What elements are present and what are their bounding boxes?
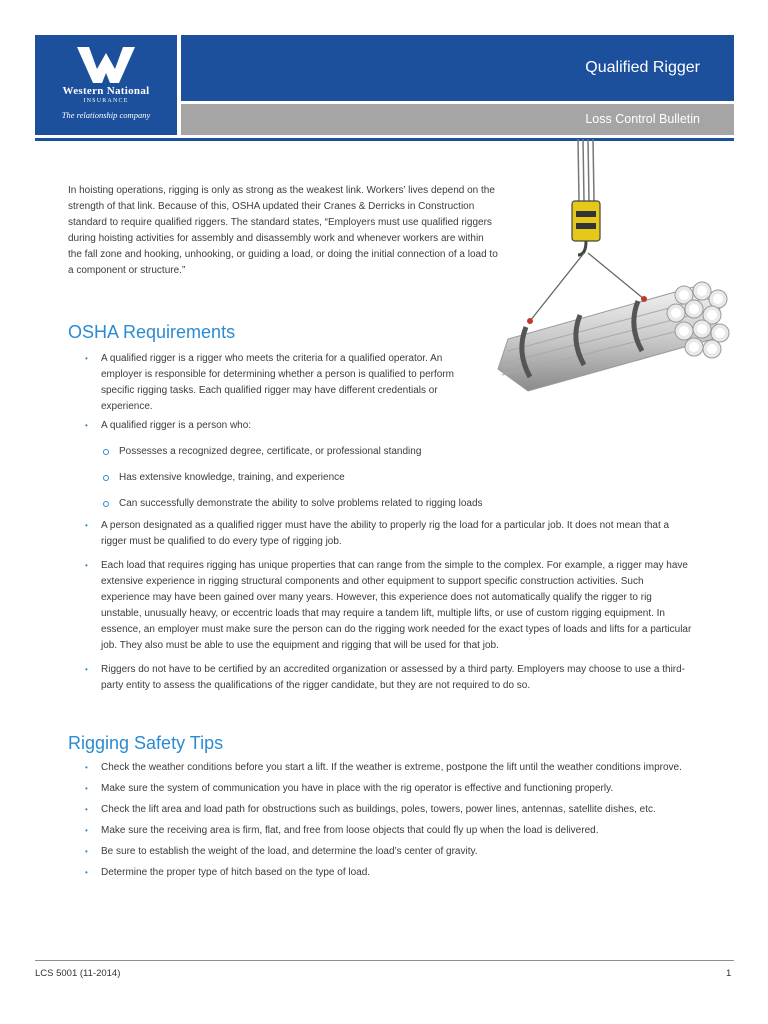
tips-list	[68, 760, 693, 881]
footer-divider	[35, 960, 734, 961]
page-subtitle: Loss Control Bulletin	[585, 112, 700, 126]
bullet-icon: •	[85, 561, 88, 570]
list-item	[68, 418, 668, 512]
list-item	[68, 865, 693, 881]
list-item	[68, 558, 693, 654]
title-bar	[181, 35, 734, 101]
bullet-icon: •	[85, 847, 88, 856]
list-item-text: Check the weather conditions before you start a lift. If the weather is extreme, postpone the lift until the weather conditions improve.	[101, 762, 682, 773]
list-item	[68, 781, 693, 797]
logo	[35, 35, 177, 135]
page-title: Qualified Rigger	[585, 59, 700, 76]
circle-bullet-icon	[103, 449, 109, 455]
list-item-text: Make sure the receiving area is firm, flat, and free from loose objects that could fly up when the load is delivered.	[101, 825, 599, 836]
bullet-icon: •	[85, 421, 88, 430]
subtitle-bar	[181, 104, 734, 135]
sublist-item	[101, 470, 668, 486]
list-item-text: Make sure the system of communication you have in place with the rig operator is effective and functioning properly.	[101, 783, 614, 794]
list-item-text: Each load that requires rigging has unique properties that can range from the simple to the complex. For example, a rigger may have extensive experience in rigging structural components and other equipment to support specific construction activities. Such experience may have been gained over many years. However, this experience does not automatically qualify the rigger to rig unstable, unusually heavy, or eccentric loads that may require a tandem lift, multiple lifts, or use of custom rigging equipment. In essence, an employer must make sure the person can do the rigging work needed for the exact types of loads and lifts for a particular job. They also must be able to use the equipment and rigging that will be used for that job.	[101, 560, 692, 651]
bullet-icon: •	[85, 763, 88, 772]
osha-sublist	[101, 444, 668, 512]
list-item	[68, 760, 693, 776]
list-item-text: A person designated as a qualified rigger must have the ability to properly rig the load for a particular job. It does not mean that a rigger must be qualified to do every type of rigging job.	[101, 520, 670, 547]
tips-heading: Rigging Safety Tips	[68, 733, 224, 753]
document-code: LCS 5001 (11-2014)	[35, 968, 121, 979]
list-item	[68, 802, 693, 818]
list-item-text: Be sure to establish the weight of the load, and determine the load’s center of gravity.	[101, 846, 478, 857]
osha-heading: OSHA Requirements	[68, 322, 236, 342]
intro-paragraph: In hoisting operations, rigging is only as strong as the weakest link. Workers’ lives depend on the strength of that link. Because of this, OSHA updated their Cranes & Derricks in Construction standard to require qualified riggers. The standard states, “Employers must use qualified riggers during hoisting activities for assembly and disassembly work and whenever workers are within the fall zone and hooking, unhooking, or guiding a load, or doing the initial connection of a load to a component or structure.”	[68, 185, 498, 276]
bullet-icon: •	[85, 354, 88, 363]
bullet-icon: •	[85, 665, 88, 674]
list-item	[68, 823, 693, 839]
sublist-item-text: Can successfully demonstrate the ability to solve problems related to rigging loads	[119, 498, 483, 509]
sublist-item	[101, 496, 668, 512]
list-item-text: A qualified rigger is a rigger who meets the criteria for a qualified operator. An employer is responsible for determining whether a person is qualified to perform specific rigging tasks. Each qualified rigger may have different credentials or experience.	[101, 353, 454, 412]
sublist-item-text: Possesses a recognized degree, certificate, or professional standing	[119, 446, 422, 457]
bullet-icon: •	[85, 868, 88, 877]
list-item	[68, 518, 693, 550]
list-item	[68, 844, 693, 860]
osha-list-b	[68, 418, 668, 512]
sublist-item	[101, 444, 668, 460]
bullet-icon: •	[85, 805, 88, 814]
page-number: 1	[726, 968, 732, 979]
list-item-text: Determine the proper type of hitch based on the type of load.	[101, 867, 371, 878]
bullet-icon: •	[85, 521, 88, 530]
sublist-item-text: Has extensive knowledge, training, and experience	[119, 472, 345, 483]
list-item	[68, 662, 693, 694]
osha-list-c	[68, 518, 693, 694]
bullet-icon: •	[85, 826, 88, 835]
bullet-icon: •	[85, 784, 88, 793]
list-item-text: A qualified rigger is a person who:	[101, 420, 252, 431]
logo-w-mark-icon	[77, 47, 135, 83]
list-item-text: Check the lift area and load path for obstructions such as buildings, poles, towers, power lines, antennas, satellite dishes, etc.	[101, 804, 656, 815]
list-item	[68, 351, 468, 415]
crane-pipes-illustration	[488, 139, 734, 404]
list-item-text: Riggers do not have to be certified by an accredited organization or assessed by a third party. Employers may choose to use a third-party entity to assess the qualifications of the rigger candidate, but they are not required to do so.	[101, 664, 686, 691]
osha-list-a	[68, 351, 468, 415]
circle-bullet-icon	[103, 501, 109, 507]
circle-bullet-icon	[103, 475, 109, 481]
logo-name: Western National	[62, 85, 150, 97]
logo-tagline: The relationship company	[61, 110, 151, 120]
logo-sub: INSURANCE	[83, 98, 129, 104]
